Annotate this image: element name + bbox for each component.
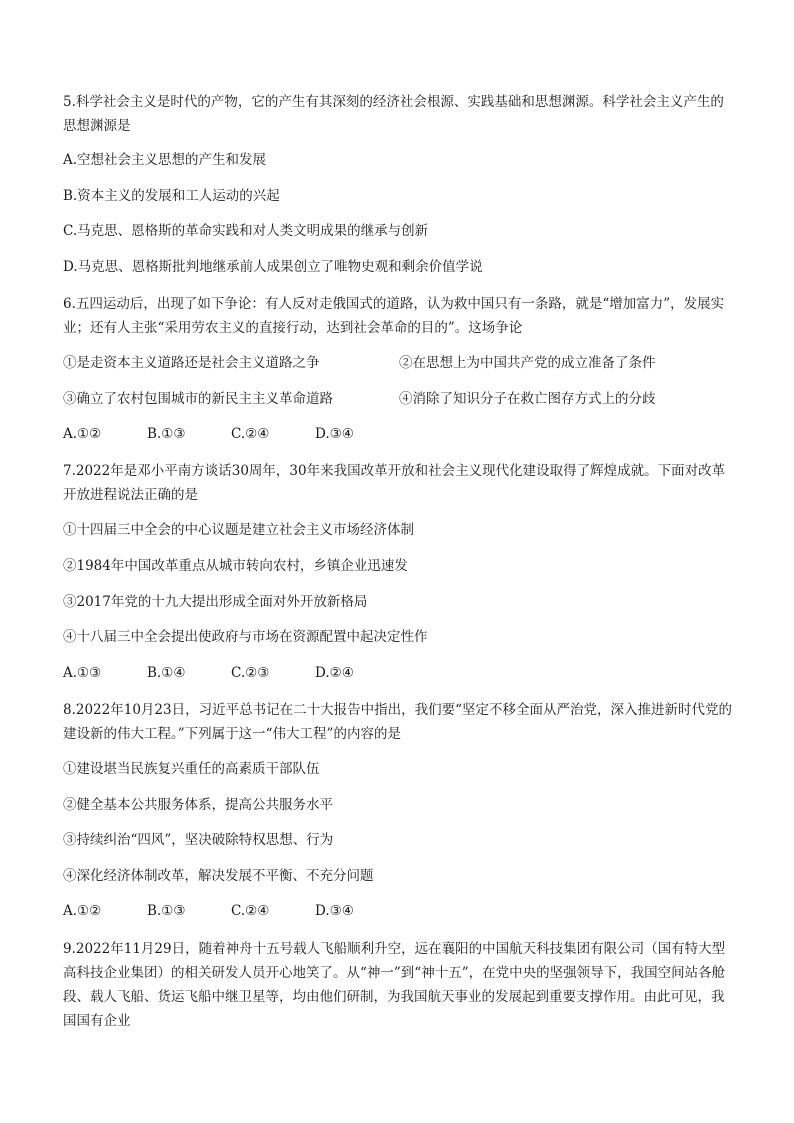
question-7-option-a: A.①③ bbox=[63, 665, 102, 681]
question-5-option-a: A.空想社会主义思想的产生和发展 bbox=[63, 152, 267, 168]
question-9-stem: 9.2022年11月29日，随着神舟十五号载人飞船顺利升空，远在襄阳的中国航天科技集团有限公司（国有特大型高科技企业集团）的相关研发人员开心地笑了。从“神一”到“神十五”，在党中央的坚强领导下，我国空间站各舱段、载人飞船、货运飞船中继卫星等，均由他们研制，为我国航天事业的发展起到重要支撑作用。由此可见，我国国有企业 bbox=[63, 941, 726, 1029]
question-8-statement-4: ④深化经济体制改革，解决发展不平衡、不充分问题 bbox=[63, 868, 374, 884]
question-7-options bbox=[63, 663, 399, 683]
question-6-statement-1: ①是走资本主义道路还是社会主义道路之争 bbox=[63, 355, 320, 371]
question-6-option-d: D.③④ bbox=[315, 426, 354, 442]
question-7-statement-1: ①十四届三中全会的中心议题是建立社会主义市场经济体制 bbox=[63, 522, 414, 538]
question-5-option-c: C.马克思、恩格斯的革命实践和对人类文明成果的继承与创新 bbox=[63, 223, 429, 239]
question-7-option-b: B.①④ bbox=[147, 665, 186, 681]
question-5-option-b: B.资本主义的发展和工人运动的兴起 bbox=[63, 188, 280, 204]
question-7-option-d: D.②④ bbox=[315, 665, 354, 681]
question-8-stem: 8.2022年10月23日，习近平总书记在二十大报告中指出，我们要“坚定不移全面从严治党，深入推进新时代党的建设新的伟大工程。”下列属于这一“伟大工程”的内容的是 bbox=[63, 702, 732, 742]
question-8-option-a: A.①② bbox=[63, 903, 102, 919]
question-6-statement-2: ②在思想上为中国共产党的成立准备了条件 bbox=[399, 355, 656, 371]
question-6-stem: 6.五四运动后，出现了如下争论：有人反对走俄国式的道路，认为救中国只有一条路，就是“增加富力”，发展实业；还有人主张“采用劳农主义的直接行动，达到社会革命的目的”。这场争论 bbox=[63, 296, 725, 336]
question-7-statement-2: ②1984年中国改革重点从城市转向农村，乡镇企业迅速发 bbox=[63, 558, 408, 574]
question-7-option-c: C.②③ bbox=[231, 665, 270, 681]
question-6-option-a: A.①② bbox=[63, 426, 102, 442]
question-6-option-c: C.②④ bbox=[231, 426, 270, 442]
question-5-stem: 5.科学社会主义是时代的产物，它的产生有其深刻的经济社会根源、实践基础和思想渊源。科学社会主义产生的思想渊源是 bbox=[63, 94, 724, 134]
question-6-statement-4: ④消除了知识分子在救亡图存方式上的分歧 bbox=[399, 391, 656, 407]
question-6-options bbox=[63, 424, 399, 444]
question-8-option-c: C.②④ bbox=[231, 903, 270, 919]
question-8-statement-2: ②健全基本公共服务体系，提高公共服务水平 bbox=[63, 797, 333, 813]
question-6-option-b: B.①③ bbox=[147, 426, 186, 442]
question-8-options bbox=[63, 901, 399, 921]
question-7-statement-4: ④十八届三中全会提出使政府与市场在资源配置中起决定性作 bbox=[63, 629, 428, 645]
question-5-option-d: D.马克思、恩格斯批判地继承前人成果创立了唯物史观和剩余价值学说 bbox=[63, 259, 483, 275]
question-7-stem: 7.2022年是邓小平南方谈话30周年，30年来我国改革开放和社会主义现代化建设取得了辉煌成就。下面对改革开放进程说法正确的是 bbox=[63, 463, 726, 503]
question-7-statement-3: ③2017年党的十九大提出形成全面对外开放新格局 bbox=[63, 594, 368, 610]
question-8-statement-3: ③持续纠治“四风”，坚决破除特权思想、行为 bbox=[63, 832, 334, 848]
question-8-statement-1: ①建设堪当民族复兴重任的高素质干部队伍 bbox=[63, 761, 320, 777]
question-8-option-d: D.③④ bbox=[315, 903, 354, 919]
question-8-option-b: B.①③ bbox=[147, 903, 186, 919]
question-6-statements-row1 bbox=[63, 353, 735, 373]
question-6-statement-3: ③确立了农村包围城市的新民主主义革命道路 bbox=[63, 391, 333, 407]
question-6-statements-row2 bbox=[63, 389, 735, 409]
